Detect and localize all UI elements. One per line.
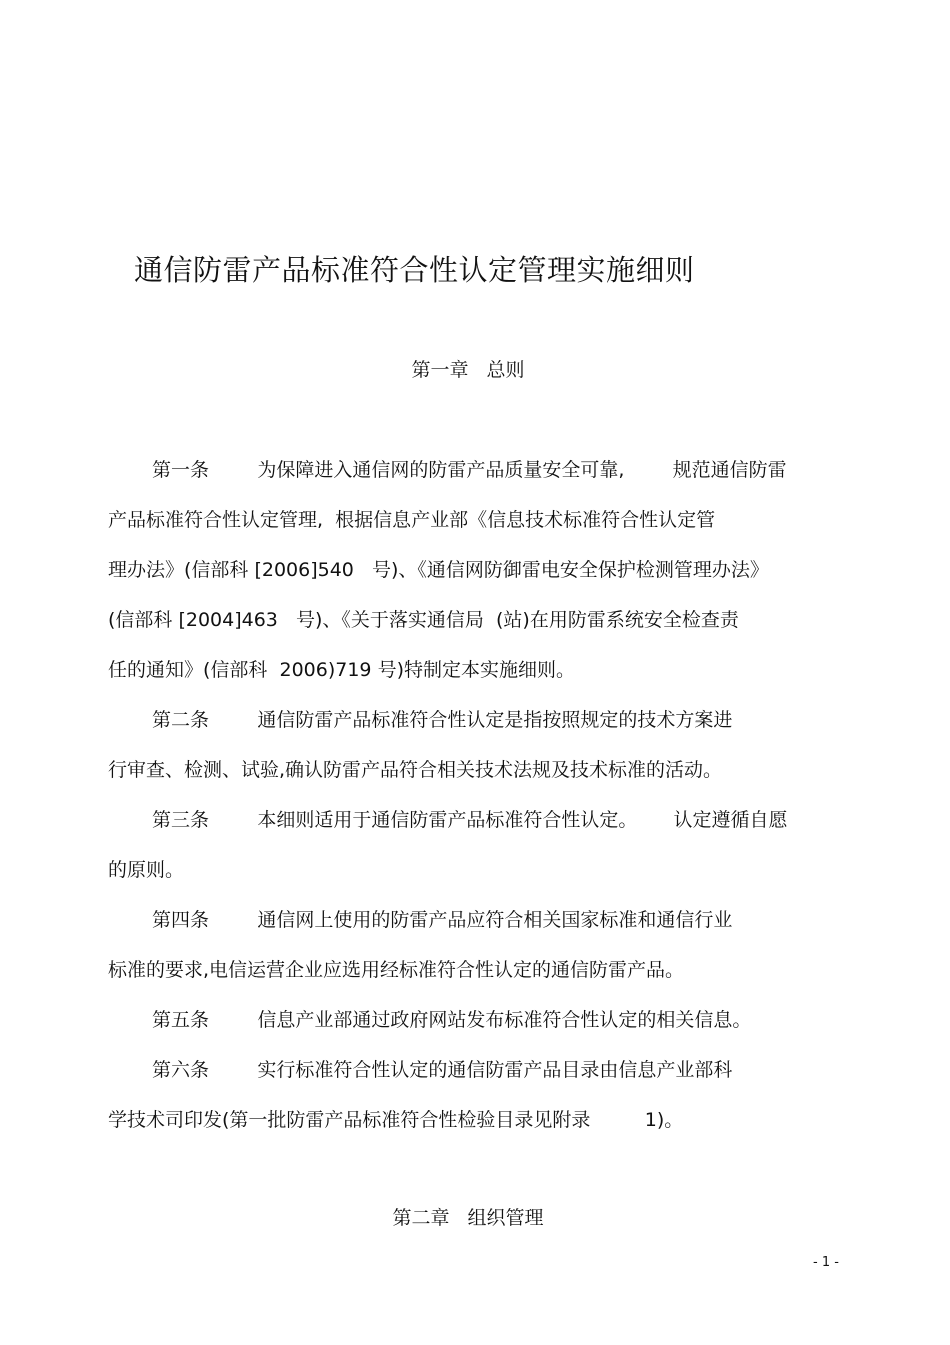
article-1-line-2: 产品标准符合性认定管理, 根据信息产业部《信息技术标准符合性认定管 <box>108 509 716 531</box>
article-5-line-1: 第五条 信息产业部通过政府网站发布标准符合性认定的相关信息。 <box>152 1009 752 1031</box>
chapter-1-heading: 第一章 总则 <box>411 359 525 381</box>
article-3-line-2: 的原则。 <box>108 859 185 881</box>
article-2-line-1: 第二条 通信防雷产品标准符合性认定是指按照规定的技术方案进 <box>152 709 733 731</box>
article-1-line-1: 第一条 为保障进入通信网的防雷产品质量安全可靠, 规范通信防雷 <box>152 459 787 481</box>
article-1-line-5: 任的通知》(信部科 2006)719 号)特制定本实施细则。 <box>108 659 575 681</box>
article-6-line-2: 学技术司印发(第一批防雷产品标准符合性检验目录见附录 1)。 <box>108 1109 684 1131</box>
article-3-line-1: 第三条 本细则适用于通信防雷产品标准符合性认定。 认定遵循自愿 <box>152 809 788 831</box>
page-number: - 1 - <box>813 1255 839 1270</box>
chapter-2-heading: 第二章 组织管理 <box>392 1207 544 1229</box>
article-6-line-1: 第六条 实行标准符合性认定的通信防雷产品目录由信息产业部科 <box>152 1059 733 1081</box>
article-4-line-1: 第四条 通信网上使用的防雷产品应符合相关国家标准和通信行业 <box>152 909 733 931</box>
article-1-line-3: 理办法》(信部科 [2006]540 号)、《通信网防御雷电安全保护检测管理办法》 <box>108 559 769 581</box>
document-title: 通信防雷产品标准符合性认定管理实施细则 <box>134 253 695 287</box>
article-2-line-2: 行审查、检测、试验,确认防雷产品符合相关技术法规及技术标准的活动。 <box>108 759 723 781</box>
article-4-line-2: 标准的要求,电信运营企业应选用经标准符合性认定的通信防雷产品。 <box>108 959 685 981</box>
article-1-line-4: (信部科 [2004]463 号)、《关于落实通信局 (站)在用防雷系统安全检查责 <box>108 609 739 631</box>
